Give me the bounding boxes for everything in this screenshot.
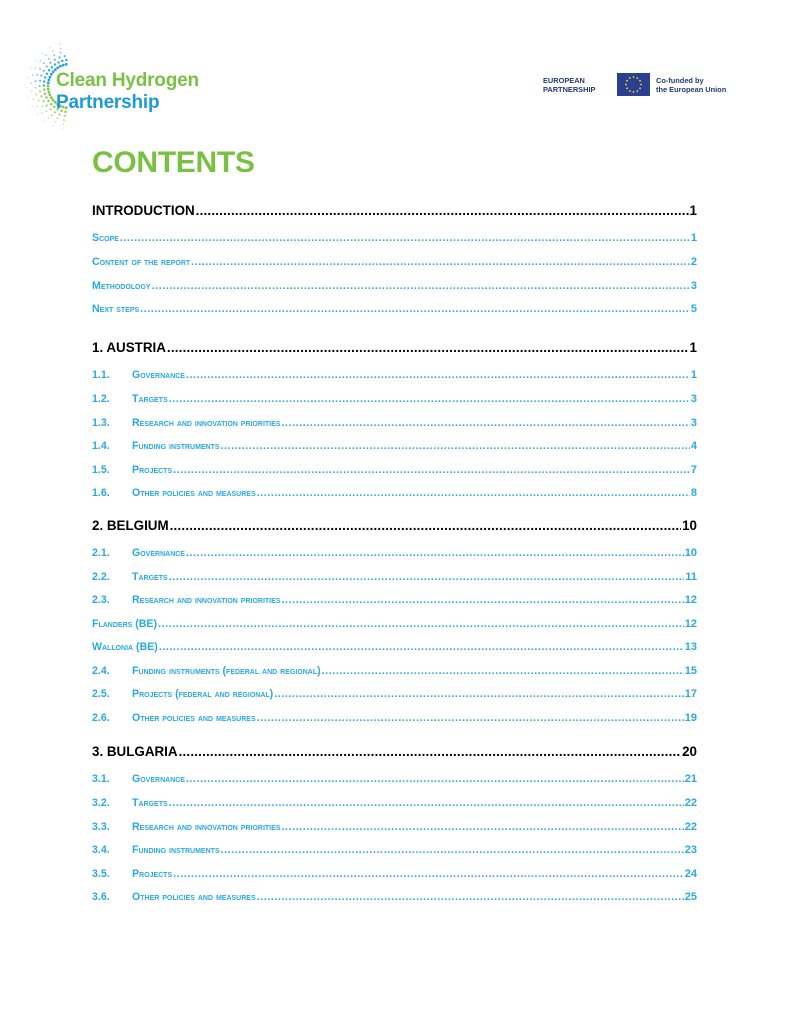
logo-dot bbox=[64, 115, 66, 117]
toc-page-number: 23 bbox=[684, 844, 697, 856]
toc-section-entry[interactable] bbox=[92, 518, 697, 533]
logo-dot bbox=[43, 70, 45, 72]
toc-entry-title: Methodology bbox=[92, 280, 151, 292]
logo-dot bbox=[39, 68, 41, 70]
eu-flag-star bbox=[626, 80, 628, 82]
logo-dot bbox=[65, 59, 68, 62]
toc-entry-title: 2. BELGIUM bbox=[92, 518, 169, 533]
toc-subsection-entry[interactable] bbox=[92, 547, 697, 559]
logo-dot bbox=[54, 63, 57, 66]
toc-leader-dots bbox=[173, 464, 690, 476]
european-partnership-label bbox=[543, 76, 595, 94]
toc-page-number: 2 bbox=[690, 256, 697, 268]
toc-entry-number: 2.6. bbox=[92, 712, 110, 724]
toc-page-number: 19 bbox=[684, 712, 697, 724]
toc-leader-dots bbox=[169, 393, 690, 405]
toc-entry-title: Funding instruments bbox=[132, 844, 220, 856]
eu-flag-star bbox=[639, 80, 641, 82]
toc-subsection-entry[interactable] bbox=[92, 303, 697, 315]
toc-leader-dots bbox=[274, 688, 684, 700]
toc-subsection-entry[interactable] bbox=[92, 665, 697, 677]
toc-section-entry[interactable] bbox=[92, 744, 697, 759]
logo-dot bbox=[48, 117, 50, 119]
toc-subsection-entry[interactable] bbox=[92, 464, 697, 476]
toc-entry-title: Other policies and measures bbox=[132, 891, 256, 903]
toc-entry-number: 3.4. bbox=[92, 844, 110, 856]
toc-leader-dots bbox=[186, 773, 684, 785]
cofunded-label bbox=[656, 76, 726, 94]
toc-leader-dots bbox=[186, 369, 690, 381]
toc-page-number: 22 bbox=[684, 797, 697, 809]
logo-dot bbox=[47, 82, 50, 85]
logo-text-line1: Clean Hydrogen bbox=[56, 70, 199, 91]
logo-dot bbox=[50, 47, 51, 48]
eu-flag-star bbox=[629, 77, 631, 79]
toc-leader-dots bbox=[281, 417, 689, 429]
logo-dot bbox=[28, 96, 29, 97]
toc-leader-dots bbox=[120, 232, 690, 244]
logo-dot bbox=[55, 121, 57, 123]
toc-entry-title: Wallonia (BE) bbox=[92, 641, 158, 653]
logo-dot bbox=[35, 59, 36, 60]
toc-leader-dots bbox=[140, 303, 690, 315]
logo-dot bbox=[45, 96, 48, 99]
logo-dot bbox=[57, 117, 59, 119]
eu-flag-star bbox=[629, 90, 631, 92]
toc-leader-dots bbox=[221, 440, 690, 452]
clean-hydrogen-logo bbox=[18, 40, 198, 132]
logo-dot bbox=[59, 65, 62, 68]
logo-dot bbox=[35, 93, 37, 95]
logo-dot bbox=[31, 83, 33, 85]
logo-dot bbox=[49, 62, 51, 64]
toc-entry-number: 3.6. bbox=[92, 891, 110, 903]
cofund-line2: the European Union bbox=[656, 85, 727, 94]
eu-flag-star bbox=[640, 84, 642, 86]
toc-subsection-entry[interactable] bbox=[92, 821, 697, 833]
toc-page-number: 20 bbox=[682, 744, 697, 759]
logo-dot bbox=[43, 84, 46, 87]
logo-dot bbox=[48, 69, 51, 72]
toc-leader-dots bbox=[173, 868, 684, 880]
toc-page-number: 4 bbox=[690, 440, 697, 452]
logo-dot bbox=[41, 105, 43, 107]
toc-entry-title: Targets bbox=[132, 571, 168, 583]
toc-page-number: 8 bbox=[690, 487, 697, 499]
toc-leader-dots bbox=[169, 797, 684, 809]
toc-entry-title: Content of the report bbox=[92, 256, 191, 268]
logo-dot bbox=[64, 55, 66, 57]
toc-entry-title: Governance bbox=[132, 547, 185, 559]
logo-dot bbox=[47, 100, 50, 103]
ep-line2: PARTNERSHIP bbox=[543, 85, 596, 94]
logo-dot bbox=[51, 114, 53, 116]
logo-dot bbox=[44, 120, 45, 121]
toc-page-number: 22 bbox=[684, 821, 697, 833]
toc-subsection-entry[interactable] bbox=[92, 641, 697, 653]
logo-dot bbox=[62, 64, 65, 67]
toc-subsection-entry[interactable] bbox=[92, 440, 697, 452]
eu-flag-star bbox=[636, 90, 638, 92]
toc-page-number: 10 bbox=[682, 518, 697, 533]
logo-dot bbox=[62, 128, 63, 129]
toc-page-number: 21 bbox=[684, 773, 697, 785]
logo-dot bbox=[49, 94, 52, 97]
logo-dot bbox=[36, 106, 38, 108]
toc-page-number: 7 bbox=[690, 464, 697, 476]
toc-entry-number: 3.2. bbox=[92, 797, 110, 809]
toc-entry-number: 2.1. bbox=[92, 547, 110, 559]
cofund-line1: Co-funded by bbox=[656, 76, 704, 85]
toc-leader-dots bbox=[152, 280, 690, 292]
toc-leader-dots bbox=[322, 665, 684, 677]
toc-subsection-entry[interactable] bbox=[92, 618, 697, 630]
logo-dot bbox=[50, 103, 53, 106]
logo-dot bbox=[42, 52, 43, 53]
toc-page-number: 3 bbox=[690, 417, 697, 429]
ep-line1: EUROPEAN bbox=[543, 76, 585, 85]
toc-page-number: 13 bbox=[684, 641, 697, 653]
logo-dot bbox=[45, 110, 47, 112]
logo-dot bbox=[27, 77, 28, 78]
toc-page-number: 1 bbox=[690, 232, 697, 244]
logo-dot bbox=[63, 119, 65, 121]
logo-dot bbox=[35, 80, 37, 82]
toc-entry-number: 1.1. bbox=[92, 369, 110, 381]
logo-dot bbox=[48, 79, 51, 82]
toc-leader-dots bbox=[257, 487, 690, 499]
toc-entry-title: Research and innovation priorities bbox=[132, 594, 281, 606]
toc-entry-number: 2.2. bbox=[92, 571, 110, 583]
logo-dot bbox=[47, 85, 50, 88]
logo-dot bbox=[52, 71, 55, 74]
logo-dot bbox=[57, 61, 60, 64]
toc-entry-number: 2.3. bbox=[92, 594, 110, 606]
eu-flag-star bbox=[636, 77, 638, 79]
toc-leader-dots bbox=[281, 594, 683, 606]
toc-entry-number: 1.6. bbox=[92, 487, 110, 499]
toc-leader-dots bbox=[186, 547, 684, 559]
logo-dot bbox=[50, 73, 53, 76]
logo-dot bbox=[52, 50, 54, 52]
logo-dot bbox=[39, 80, 41, 82]
logo-dot bbox=[40, 75, 42, 77]
toc-leader-dots bbox=[281, 821, 683, 833]
toc-page-number: 1 bbox=[689, 340, 697, 355]
eu-flag-star bbox=[639, 87, 641, 89]
toc-leader-dots bbox=[191, 256, 690, 268]
toc-leader-dots bbox=[159, 641, 684, 653]
logo-dot bbox=[43, 80, 46, 83]
logo-dot bbox=[26, 87, 27, 88]
logo-dot bbox=[35, 67, 37, 69]
toc-entry-title: Governance bbox=[132, 773, 185, 785]
toc-entry-number: 3.3. bbox=[92, 821, 110, 833]
logo-dot bbox=[32, 75, 34, 77]
toc-leader-dots bbox=[179, 744, 682, 759]
logo-dot bbox=[30, 68, 31, 69]
logo-dot bbox=[34, 87, 36, 89]
logo-dot bbox=[31, 106, 32, 107]
toc-subsection-entry[interactable] bbox=[92, 369, 697, 381]
logo-dot bbox=[61, 60, 64, 63]
toc-entry-title: Projects (federal and regional) bbox=[132, 688, 274, 700]
toc-entry-title: Next steps bbox=[92, 303, 140, 315]
logo-dot bbox=[43, 62, 45, 64]
toc-entry-title: Scope bbox=[92, 232, 119, 244]
toc-subsection-entry[interactable] bbox=[92, 594, 697, 606]
page-title: CONTENTS bbox=[92, 146, 255, 179]
toc-leader-dots bbox=[221, 844, 684, 856]
toc-entry-title: 1. AUSTRIA bbox=[92, 340, 166, 355]
toc-subsection-entry[interactable] bbox=[92, 256, 697, 268]
toc-entry-title: 3. BULGARIA bbox=[92, 744, 178, 759]
logo-dot bbox=[40, 60, 42, 62]
toc-leader-dots bbox=[158, 618, 684, 630]
logo-dot bbox=[44, 76, 47, 79]
toc-entry-title: Governance bbox=[132, 369, 185, 381]
toc-entry-title: Research and innovation priorities bbox=[132, 821, 281, 833]
logo-dot bbox=[56, 66, 59, 69]
toc-leader-dots bbox=[257, 891, 684, 903]
toc-entry-number: 1.2. bbox=[92, 393, 110, 405]
toc-leader-dots bbox=[196, 203, 689, 218]
logo-dot bbox=[36, 74, 38, 76]
toc-section-entry[interactable] bbox=[92, 340, 697, 355]
logo-dot bbox=[49, 76, 52, 79]
logo-dot bbox=[46, 72, 49, 75]
toc-subsection-entry[interactable] bbox=[92, 417, 697, 429]
logo-dot bbox=[37, 114, 38, 115]
toc-page-number: 15 bbox=[684, 665, 697, 677]
toc-entry-number: 1.4. bbox=[92, 440, 110, 452]
toc-page-number: 3 bbox=[690, 393, 697, 405]
logo-dot bbox=[39, 90, 41, 92]
logo-dot bbox=[51, 66, 54, 69]
toc-page-number: 10 bbox=[684, 547, 697, 559]
toc-page-number: 24 bbox=[684, 868, 697, 880]
logo-text-line2: Partnership bbox=[56, 92, 160, 113]
logo-dot bbox=[46, 65, 48, 67]
logo-dot bbox=[53, 54, 55, 56]
toc-page-number: 3 bbox=[690, 280, 697, 292]
toc-page-number: 1 bbox=[690, 369, 697, 381]
toc-subsection-entry[interactable] bbox=[92, 232, 697, 244]
toc-page-number: 12 bbox=[684, 594, 697, 606]
logo-dot bbox=[49, 108, 51, 110]
logo-dot bbox=[44, 92, 47, 95]
eu-flag-star bbox=[633, 91, 635, 93]
toc-entry-number: 2.4. bbox=[92, 665, 110, 677]
logo-dot bbox=[43, 100, 45, 102]
toc-subsection-entry[interactable] bbox=[92, 844, 697, 856]
toc-subsection-entry[interactable] bbox=[92, 487, 697, 499]
toc-leader-dots bbox=[170, 518, 681, 533]
eu-flag-icon bbox=[617, 73, 650, 96]
toc-page-number: 12 bbox=[684, 618, 697, 630]
toc-entry-number: 3.5. bbox=[92, 868, 110, 880]
toc-page-number: 25 bbox=[684, 891, 697, 903]
toc-entry-title: Other policies and measures bbox=[132, 487, 256, 499]
toc-entry-title: Funding instruments (federal and regional) bbox=[132, 665, 321, 677]
toc-subsection-entry[interactable] bbox=[92, 393, 697, 405]
eu-flag-star bbox=[626, 87, 628, 89]
logo-dot bbox=[52, 99, 55, 102]
toc-section-entry[interactable] bbox=[92, 203, 697, 218]
logo-dot bbox=[53, 125, 54, 126]
toc-entry-title: Projects bbox=[132, 868, 173, 880]
toc-leader-dots bbox=[169, 571, 685, 583]
toc-subsection-entry[interactable] bbox=[92, 280, 697, 292]
logo-dot bbox=[41, 112, 43, 114]
toc-subsection-entry[interactable] bbox=[92, 868, 697, 880]
logo-dot bbox=[47, 88, 50, 91]
toc-subsection-entry[interactable] bbox=[92, 773, 697, 785]
logo-dot bbox=[54, 59, 56, 61]
toc-entry-title: Flanders (BE) bbox=[92, 618, 158, 630]
toc-entry-number: 1.3. bbox=[92, 417, 110, 429]
toc-page-number: 11 bbox=[685, 571, 697, 583]
eu-flag-star bbox=[633, 76, 635, 78]
logo-dot bbox=[40, 95, 42, 97]
toc-subsection-entry[interactable] bbox=[92, 571, 697, 583]
toc-leader-dots bbox=[257, 712, 684, 724]
toc-page-number: 17 bbox=[684, 688, 697, 700]
eu-flag-star bbox=[625, 84, 627, 86]
toc-page-number: 5 bbox=[690, 303, 697, 315]
toc-entry-title: INTRODUCTION bbox=[92, 203, 195, 218]
logo-dot bbox=[60, 52, 62, 54]
toc-subsection-entry[interactable] bbox=[92, 891, 697, 903]
logo-dot bbox=[59, 56, 61, 58]
toc-subsection-entry[interactable] bbox=[92, 688, 697, 700]
toc-entry-number: 2.5. bbox=[92, 688, 110, 700]
toc-entry-number: 3.1. bbox=[92, 773, 110, 785]
toc-entry-title: Other policies and measures bbox=[132, 712, 256, 724]
toc-entry-title: Targets bbox=[132, 797, 168, 809]
toc-entry-title: Projects bbox=[132, 464, 173, 476]
logo-dot bbox=[46, 104, 48, 106]
logo-dot bbox=[60, 48, 62, 50]
toc-entry-title: Targets bbox=[132, 393, 168, 405]
toc-subsection-entry[interactable] bbox=[92, 797, 697, 809]
logo-dot bbox=[63, 123, 65, 125]
toc-page-number: 1 bbox=[689, 203, 697, 218]
logo-dot bbox=[48, 91, 51, 94]
logo-dot bbox=[33, 99, 35, 101]
logo-dot bbox=[65, 63, 68, 66]
logo-dot bbox=[43, 88, 46, 91]
logo-dot bbox=[39, 85, 41, 87]
logo-dot bbox=[50, 96, 53, 99]
logo-dot bbox=[59, 44, 60, 45]
toc-entry-title: Funding instruments bbox=[132, 440, 220, 452]
logo-dot bbox=[31, 91, 33, 93]
toc-entry-title: Research and innovation priorities bbox=[132, 417, 281, 429]
toc-subsection-entry[interactable] bbox=[92, 712, 697, 724]
logo-dot bbox=[38, 100, 40, 102]
toc-leader-dots bbox=[167, 340, 689, 355]
logo-dot bbox=[45, 55, 47, 57]
logo-dot bbox=[48, 58, 50, 60]
toc-entry-number: 1.5. bbox=[92, 464, 110, 476]
